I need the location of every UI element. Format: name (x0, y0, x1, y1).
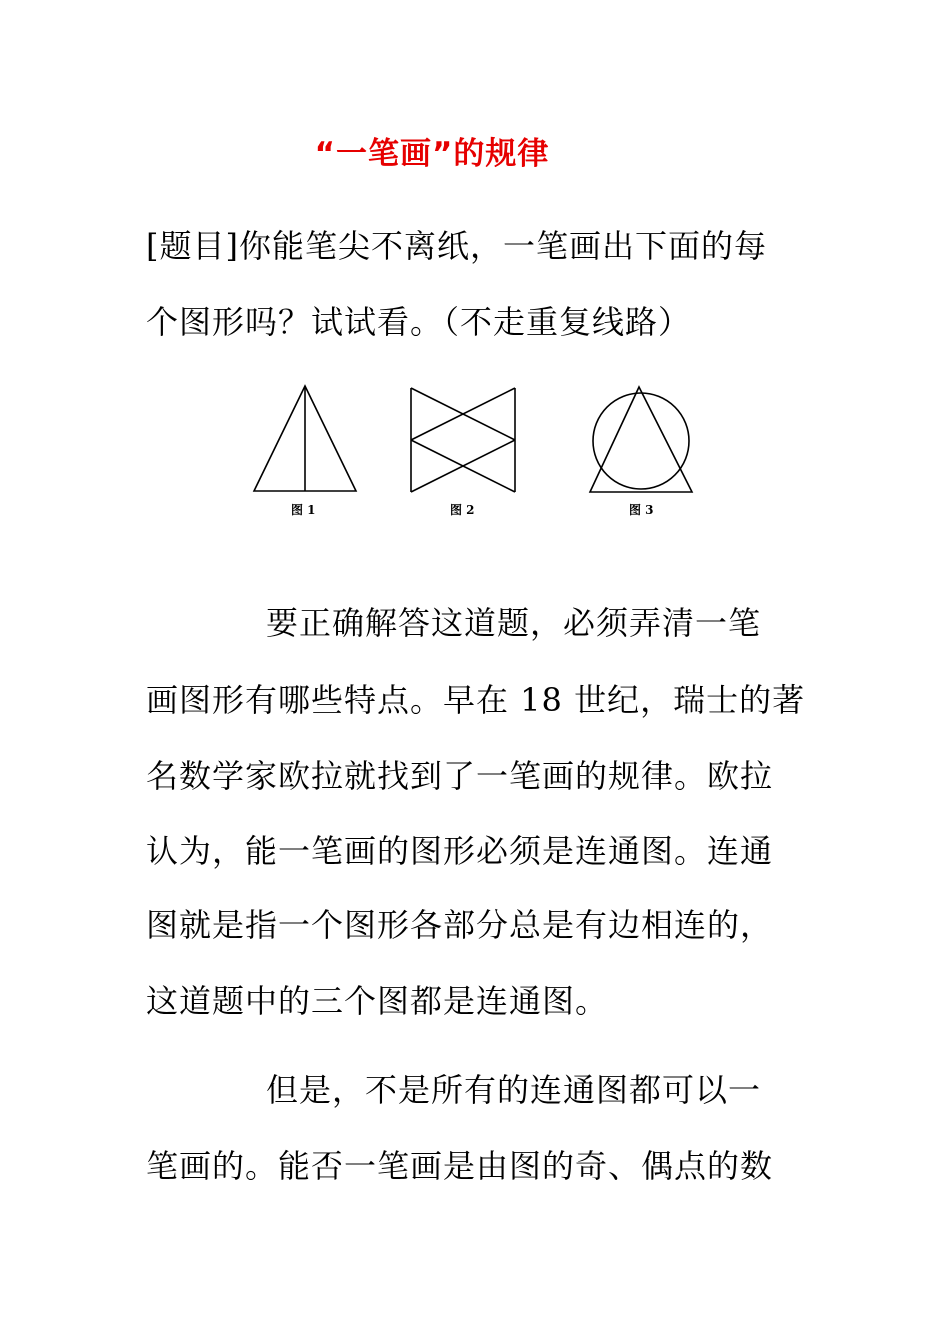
figure-1-triangle (254, 386, 356, 491)
question-line-1: [题目]你能笔尖不离纸，一笔画出下面的每 (146, 227, 767, 265)
paragraph2-line-1: 但是，不是所有的连通图都可以一 (266, 1071, 762, 1109)
paragraph2-line-2: 笔画的。能否一笔画是由图的奇、偶点的数 (146, 1147, 774, 1185)
paragraph1-line-2: 画图形有哪些特点。早在 18 世纪，瑞士的著 (146, 681, 806, 719)
paragraph1-line-3: 名数学家欧拉就找到了一笔画的规律。欧拉 (146, 757, 774, 795)
figures-illustration (248, 383, 708, 523)
figure-2-caption: 图 2 (450, 503, 475, 517)
question-line-2: 个图形吗？试试看。（不走重复线路） (146, 303, 692, 341)
paragraph1-line-5: 图就是指一个图形各部分总是有边相连的， (146, 906, 774, 944)
figure-1-caption: 图 1 (291, 503, 316, 517)
figure-3-caption: 图 3 (629, 503, 654, 517)
paragraph1-line-1: 要正确解答这道题，必须弄清一笔 (266, 604, 762, 642)
paragraph1-line-4: 认为，能一笔画的图形必须是连通图。连通 (146, 832, 774, 870)
figure-2-bowtie (411, 388, 515, 492)
figure-3-circle-triangle (590, 387, 692, 492)
paragraph1-line-6: 这道题中的三个图都是连通图。 (146, 982, 609, 1020)
page-title: “一笔画”的规律 (314, 136, 550, 172)
